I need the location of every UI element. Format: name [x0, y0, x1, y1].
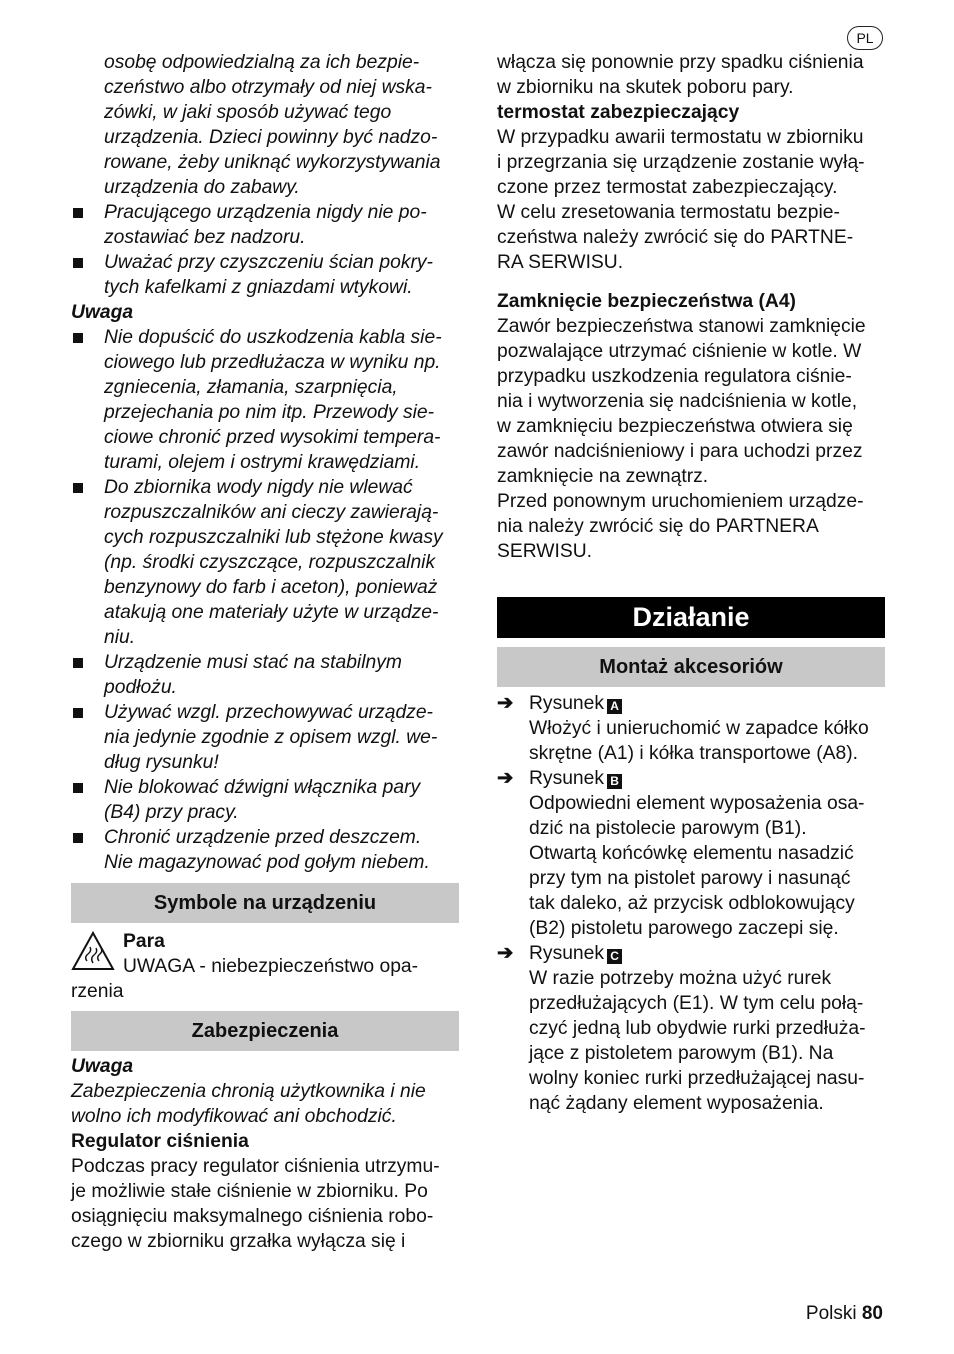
- arrow-right-icon: ➔: [497, 768, 514, 789]
- safety-heading: Zabezpieczenia: [71, 1011, 459, 1051]
- bullet-square-icon: [73, 708, 83, 718]
- steam-warning-icon: [71, 931, 115, 971]
- language-badge: PL: [847, 26, 883, 50]
- steam-warning: [71, 929, 459, 1004]
- bullet-square-icon: [73, 333, 83, 343]
- regulator-title: Regulator ciśnienia: [71, 1131, 249, 1152]
- bullet-square-icon: [73, 208, 83, 218]
- bullet-square-icon: [73, 833, 83, 843]
- left-column: [71, 50, 459, 1254]
- arrow-right-icon: ➔: [497, 943, 514, 964]
- symbols-heading: Symbole na urządzeniu: [71, 883, 459, 923]
- note-heading: Uwaga: [71, 302, 134, 323]
- bullet-list-1: [71, 200, 459, 300]
- right-column: [497, 50, 885, 1116]
- step-text: W razie potrzeby można użyć rurek przedłużających (E1). W tym celu połą- czyć jedną lub obydwie rurki przedłuża- jące z pistoletem parowym (B1). Na wolny koniec rurki przedłużającej nasu- nąć żądany element wyposażenia.: [529, 968, 866, 1114]
- regulator-text: Podczas pracy regulator ciśnienia utrzymu- je możliwie stałe ciśnienie w zbiorniku. Po osiągnięciu maksymalnego ciśnienia robo- czego w zbiorniku grzałka wyłącza się i: [71, 1156, 440, 1252]
- figure-badge: B: [607, 774, 622, 789]
- step-text: Odpowiedni element wyposażenia osa- dzić na pistolecie parowym (B1). Otwartą końcówkę elementu nasadzić przy tym na pistolet parowy i nasunąć tak daleko, aż przycisk odblokowujący (B2) pistoletu parowego zaczepi się.: [529, 793, 865, 939]
- bullet-square-icon: [73, 783, 83, 793]
- para-text: UWAGA - niebezpieczeństwo opa-: [123, 956, 419, 977]
- intro-text: osobę odpowiedzialną za ich bezpie- czeństwo albo otrzymały od niej wska- zówki, w jaki sposób używać tego urządzenia. Dzieci powinny być nadzo- rowane, żeby uniknąć wykorzystywania urządzenia do zabawy.: [104, 52, 441, 198]
- step-item: [497, 941, 885, 1116]
- page-number: 80: [861, 1303, 883, 1324]
- operation-heading: Działanie: [497, 597, 885, 638]
- valve-title: Zamknięcie bezpieczeństwa (A4): [497, 291, 796, 312]
- footer-language: Polski: [805, 1303, 857, 1324]
- list-item: Pracującego urządzenia nigdy nie po- zostawiać bez nadzoru.: [71, 200, 459, 250]
- list-item: Do zbiornika wody nigdy nie wlewać rozpuszczalników ani cieczy zawierają- cych rozpuszczalniki lub stężone kwasy (np. środki czyszczące, rozpuszczalnik benzynowy do farb i aceton), ponieważ atakują one materiały użyte w urządze- niu.: [71, 475, 459, 650]
- figure-badge: C: [607, 949, 622, 964]
- continued-text: włącza się ponownie przy spadku ciśnienia w zbiorniku na skutek poboru pary.: [497, 52, 864, 98]
- step-item: [497, 766, 885, 941]
- bullet-square-icon: [73, 483, 83, 493]
- bullet-list-2: [71, 325, 459, 875]
- figure-label: Rysunek: [529, 693, 605, 714]
- para-title: Para: [123, 931, 165, 952]
- bullet-square-icon: [73, 258, 83, 268]
- safety-note: Zabezpieczenia chronią użytkownika i nie wolno ich modyfikować ani obchodzić.: [71, 1081, 426, 1127]
- step-item: [497, 691, 885, 766]
- list-item: Chronić urządzenie przed deszczem. Nie magazynować pod gołym niebem.: [71, 825, 459, 875]
- figure-label: Rysunek: [529, 768, 605, 789]
- figure-label: Rysunek: [529, 943, 605, 964]
- figure-badge: A: [607, 699, 622, 714]
- step-text: Włożyć i unieruchomić w zapadce kółko skrętne (A1) i kółka transportowe (A8).: [529, 718, 869, 764]
- steps-list: [497, 691, 885, 1116]
- thermostat-title: termostat zabezpieczający: [497, 102, 740, 123]
- list-item: Nie dopuścić do uszkodzenia kabla sie- ciowego lub przedłużacza w wyniku np. zgniecenia, złamania, szarpnięcia, przejechania po nim itp. Przewody sie- ciowe chronić przed wysokimi tempera- turami, olejem i ostrymi krawędziami.: [71, 325, 459, 475]
- note-heading: Uwaga: [71, 1056, 134, 1077]
- mount-heading: Montaż akcesoriów: [497, 647, 885, 687]
- list-item: Nie blokować dźwigni włącznika pary (B4) przy pracy.: [71, 775, 459, 825]
- arrow-right-icon: ➔: [497, 693, 514, 714]
- list-item: Uważać przy czyszczeniu ścian pokry- tych kafelkami z gniazdami wtykowi.: [71, 250, 459, 300]
- para-text-cont: rzenia: [71, 981, 124, 1002]
- bullet-square-icon: [73, 658, 83, 668]
- list-item: Używać wzgl. przechowywać urządze- nia jedynie zgodnie z opisem wzgl. we- dług rysunku!: [71, 700, 459, 775]
- list-item: Urządzenie musi stać na stabilnym podłożu.: [71, 650, 459, 700]
- valve-text: Zawór bezpieczeństwa stanowi zamknięcie pozwalające utrzymać ciśnienie w kotle. W przypadku uszkodzenia regulatora ciśnie- nia i wytworzenia się nadciśnienia w kotle, w zamknięciu bezpieczeństwa otwiera się zawór nadciśnieniowy i para uchodzi przez zamknięcie na zewnątrz. Przed ponownym uruchomieniem urządze- nia należy zwrócić się do PARTNERA SERWISU.: [497, 316, 866, 562]
- thermostat-text: W przypadku awarii termostatu w zbiorniku i przegrzania się urządzenie zostanie wyłą- czone przez termostat zabezpieczający. W celu zresetowania termostatu bezpie- czeństwa należy zwrócić się do PARTNE- RA SERWISU.: [497, 127, 865, 273]
- page-footer: [806, 1303, 883, 1325]
